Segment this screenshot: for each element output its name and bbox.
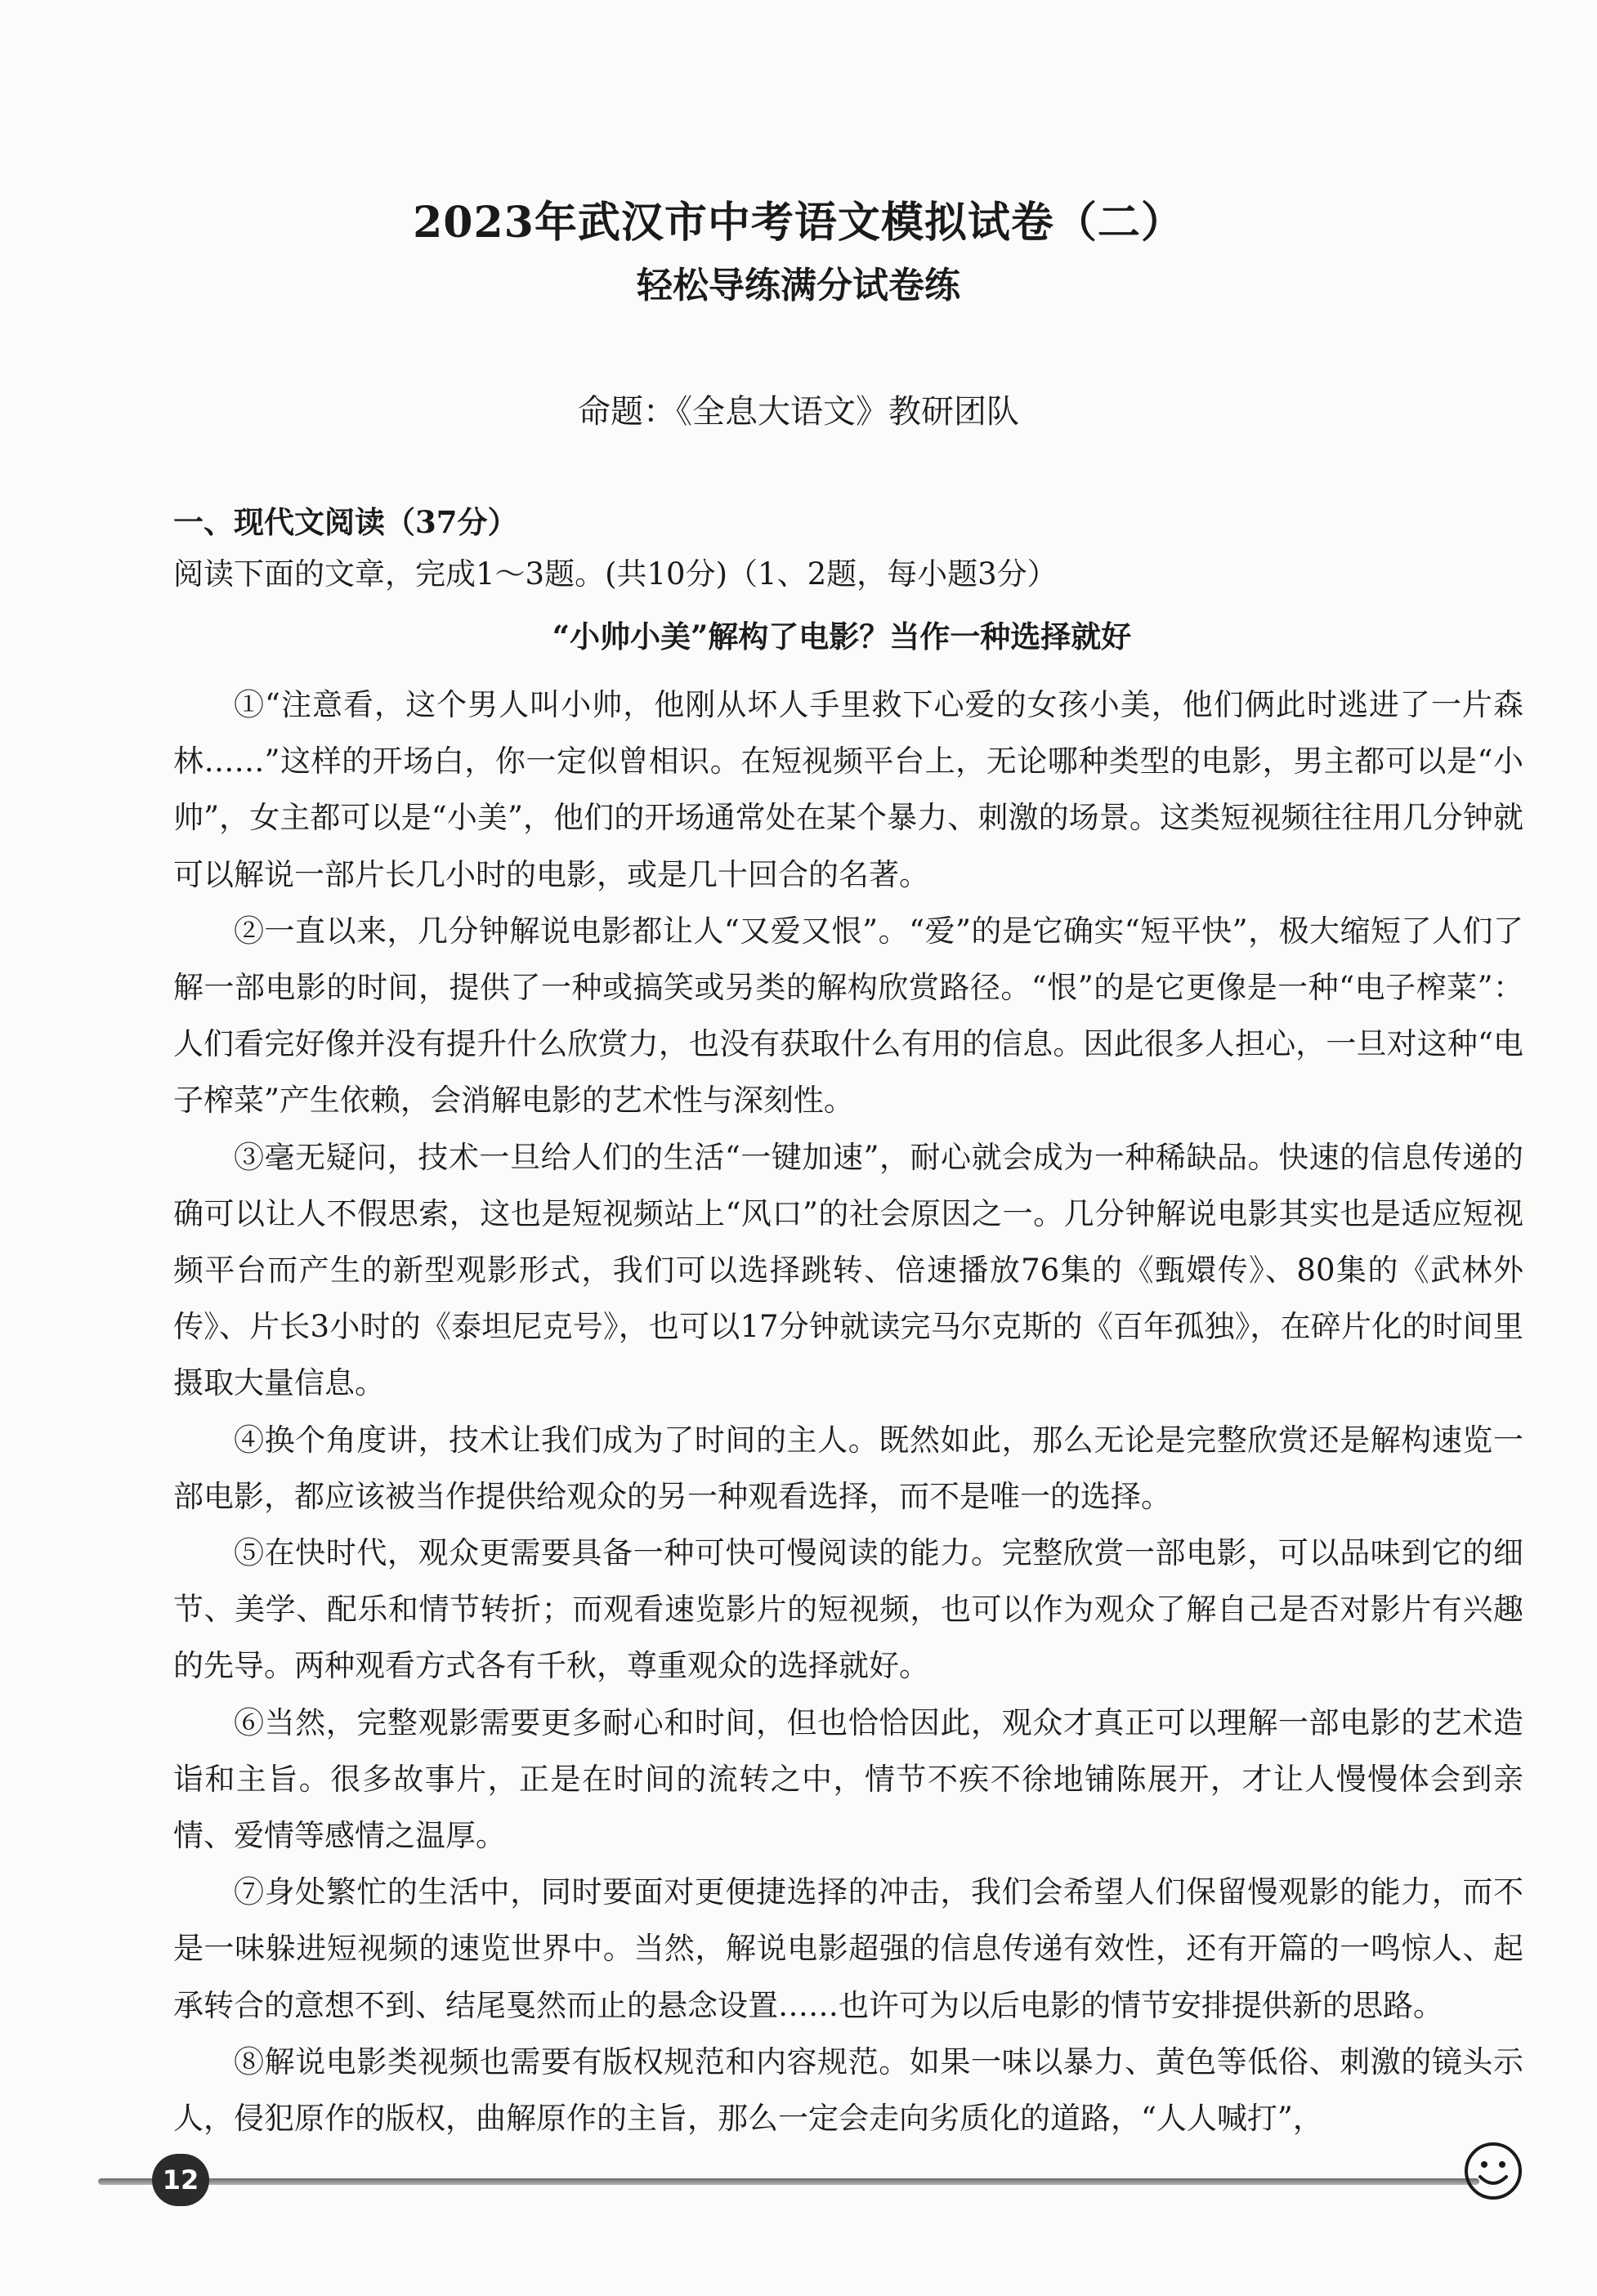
paragraph-6: ⑥当然，完整观影需要更多耐心和时间，但也恰恰因此，观众才真正可以理解一部电影的艺术造诣和主旨。很多故事片，正是在时间的流转之中，情节不疾不徐地铺陈展开，才让人慢慢体会到亲情、爱情等感情之温厚。 [173,1704,1523,1854]
paragraph-5: ⑤在快时代，观众更需要具备一种可快可慢阅读的能力。完整欣赏一部电影，可以品味到它的细节、美学、配乐和情节转折；而观看速览影片的短视频，也可以作为观众了解自己是否对影片有兴趣的先导。两种观看方式各有千秋，尊重观众的选择就好。 [173,1535,1523,1684]
section-heading: 一、现代文阅读（37分） [173,504,518,540]
article-body [173,677,1523,2146]
page-number-badge: 12 [152,2154,209,2206]
section-instruction: 阅读下面的文章，完成1～3题。(共10分)（1、2题，每小题3分） [173,556,1058,592]
article-title: “小帅小美”解构了电影？当作一种选择就好 [552,619,1132,654]
paragraph-7: ⑦身处繁忙的生活中，同时要面对更便捷选择的冲击，我们会希望人们保留慢观影的能力，而不是一味躲进短视频的速览世界中。当然，解说电影超强的信息传递有效性，还有开篇的一鸣惊人、起承转合的意想不到、结尾戛然而止的悬念设置……也许可为以后电影的情节安排提供新的思路。 [173,1874,1523,2023]
paragraph-2: ②一直以来，几分钟解说电影都让人“又爱又恨”。“爱”的是它确实“短平快”，极大缩短了人们了解一部电影的时间，提供了一种或搞笑或另类的解构欣赏路径。“恨”的是它更像是一种“电子榨菜”：人们看完好像并没有提升什么欣赏力，也没有获取什么有用的信息。因此很多人担心，一旦对这种“电子榨菜”产生依赖，会消解电影的艺术性与深刻性。 [173,913,1523,1119]
paragraph-3: ③毫无疑问，技术一旦给人们的生活“一键加速”，耐心就会成为一种稀缺品。快速的信息传递的确可以让人不假思索，这也是短视频站上“风口”的社会原因之一。几分钟解说电影其实也是适应短视频平台而产生的新型观影形式，我们可以选择跳转、倍速播放76集的《甄嬛传》、80集的《武林外传》、片长3小时的《泰坦尼克号》，也可以17分钟就读完马尔克斯的《百年孤独》，在碎片化的时间里摄取大量信息。 [173,1139,1523,1401]
paragraph-4: ④换个角度讲，技术让我们成为了时间的主人。既然如此，那么无论是完整欣赏还是解构速览一部电影，都应该被当作提供给观众的另一种观看选择，而不是唯一的选择。 [173,1422,1523,1514]
exam-subtitle: 轻松导练满分试卷练 [637,265,960,306]
exam-title: 2023年武汉市中考语文模拟试卷（二） [413,198,1184,248]
paragraph-8: ⑧解说电影类视频也需要有版权规范和内容规范。如果一味以暴力、黄色等低俗、刺激的镜头示人，侵犯原作的版权，曲解原作的主旨，那么一定会走向劣质化的道路，“人人喊打”， [173,2044,1523,2137]
footer-rule [98,2178,1479,2185]
paragraph-1: ①“注意看，这个男人叫小帅，他刚从坏人手里救下心爱的女孩小美，他们俩此时逃进了一片森林……”这样的开场白，你一定似曾相识。在短视频平台上，无论哪种类型的电影，男主都可以是“小帅”，女主都可以是“小美”，他们的开场通常处在某个暴力、刺激的场景。这类短视频往往用几分钟就可以解说一部片长几小时的电影，或是几十回合的名著。 [173,687,1523,892]
exam-author: 命题：《全息大语文》教研团队 [578,393,1019,431]
smiley-icon [1463,2141,1523,2201]
